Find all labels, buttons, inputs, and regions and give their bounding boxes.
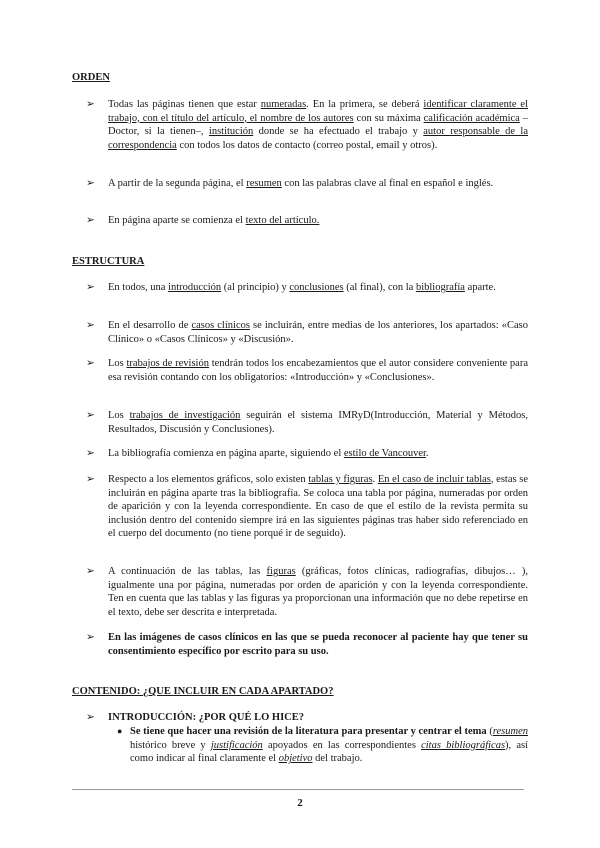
- list-item: [88, 447, 528, 461]
- list-item: [88, 281, 528, 295]
- arrow-bullet-icon: ➢: [86, 215, 95, 226]
- list-item: [88, 631, 528, 658]
- section-heading-orden: ORDEN: [72, 72, 110, 83]
- list-item: [88, 565, 528, 619]
- list-item: [88, 98, 528, 152]
- list-item-text: En todos, una introducción (al principio) y conclusiones (al final), con la bibliografía aparte.: [108, 282, 496, 293]
- arrow-bullet-icon: ➢: [86, 632, 95, 643]
- arrow-bullet-icon: ➢: [86, 320, 95, 331]
- list-item-text: La bibliografía comienza en página aparte, siguiendo el estilo de Vancouver.: [108, 448, 429, 459]
- list-item-text: Respecto a los elementos gráficos, solo existen tablas y figuras. En el caso de incluir tablas, estas se incluirán en página aparte tras la bibliografía. Se coloca una tabla por página, numeradas por orden de aparición y con la leyenda correspondiente. En caso de que el estilo de la revista permita su inclusión dentro del contenido siempre irá en las siguientes páginas tras haber sido referenciado en el cuerpo del documento (no tiene porqué ir de seguido).: [108, 474, 528, 540]
- list-item: [88, 319, 528, 346]
- list-item: [88, 214, 528, 228]
- arrow-bullet-icon: ➢: [86, 282, 95, 293]
- list-item: [88, 357, 528, 384]
- intro-heading: INTRODUCCIÓN: ¿POR QUÉ LO HICE?: [108, 712, 305, 723]
- sub-list-item: [117, 725, 529, 766]
- arrow-bullet-icon: ➢: [86, 712, 95, 723]
- page-number: 2: [297, 797, 303, 809]
- section-heading-contenido: CONTENIDO: ¿QUE INCLUIR EN CADA APARTADO?: [72, 686, 334, 697]
- list-item-text: Los trabajos de revisión tendrán todos los encabezamientos que el autor considere conveniente para esa revisión contando con los obligatorios: «Introducción» y «Conclusiones».: [108, 358, 528, 383]
- list-item: [88, 473, 528, 541]
- arrow-bullet-icon: ➢: [86, 99, 95, 110]
- list-item-text: En el desarrollo de casos clínicos se incluirán, entre medias de los anteriores, los apartados: «Caso Clínico» o «Casos Clínicos» y «Discusión».: [108, 320, 528, 345]
- arrow-bullet-icon: ➢: [86, 474, 95, 485]
- list-item-text: Todas las páginas tienen que estar numeradas. En la primera, se deberá identificar claramente el trabajo, con el título del artículo, el nombre de los autores con su máxima calificación académica –Doctor, si la tienen–, institución donde se ha efectuado el trabajo y autor responsable de la correspondencia con todos los datos de contacto (correo postal, email y otros).: [108, 99, 529, 151]
- arrow-bullet-icon: ➢: [86, 448, 95, 459]
- arrow-bullet-icon: ➢: [86, 410, 95, 421]
- arrow-bullet-icon: ➢: [86, 178, 95, 189]
- dot-bullet-icon: ●: [117, 726, 123, 736]
- list-item-text: A continuación de las tablas, las figuras (gráficas, fotos clínicas, radiografías, dibujos… ), igualmente una por página, numeradas por orden de aparición y con la leyenda correspondiente. Ten en cuenta que las tablas y las figuras ya proporcionan una información que no debe repetirse en el texto, debe ser descrita e interpretada.: [108, 566, 528, 618]
- list-item: [88, 177, 528, 191]
- footer-divider: [72, 789, 524, 790]
- section-heading-estructura: ESTRUCTURA: [72, 256, 145, 267]
- list-item-text: En página aparte se comienza el texto del artículo.: [108, 215, 320, 226]
- arrow-bullet-icon: ➢: [86, 566, 95, 577]
- list-item: [88, 409, 528, 436]
- list-item-text: En las imágenes de casos clínicos en las que se pueda reconocer al paciente hay que tener su consentimiento específico por escrito para su uso.: [108, 632, 528, 657]
- arrow-bullet-icon: ➢: [86, 358, 95, 369]
- sub-list-item-text: Se tiene que hacer una revisión de la literatura para presentar y centrar el tema (resumen histórico breve y justificación apoyados en las correspondientes citas bibliográficas), así como indicar al final claramente el objetivo del trabajo.: [130, 726, 529, 765]
- list-item-text: Los trabajos de investigación seguirán el sistema IMRyD(Introducción, Material y Métodos, Resultados, Discusión y Conclusiones).: [108, 410, 529, 435]
- list-item: [88, 711, 528, 725]
- list-item-text: A partir de la segunda página, el resumen con las palabras clave al final en español e inglés.: [108, 178, 494, 189]
